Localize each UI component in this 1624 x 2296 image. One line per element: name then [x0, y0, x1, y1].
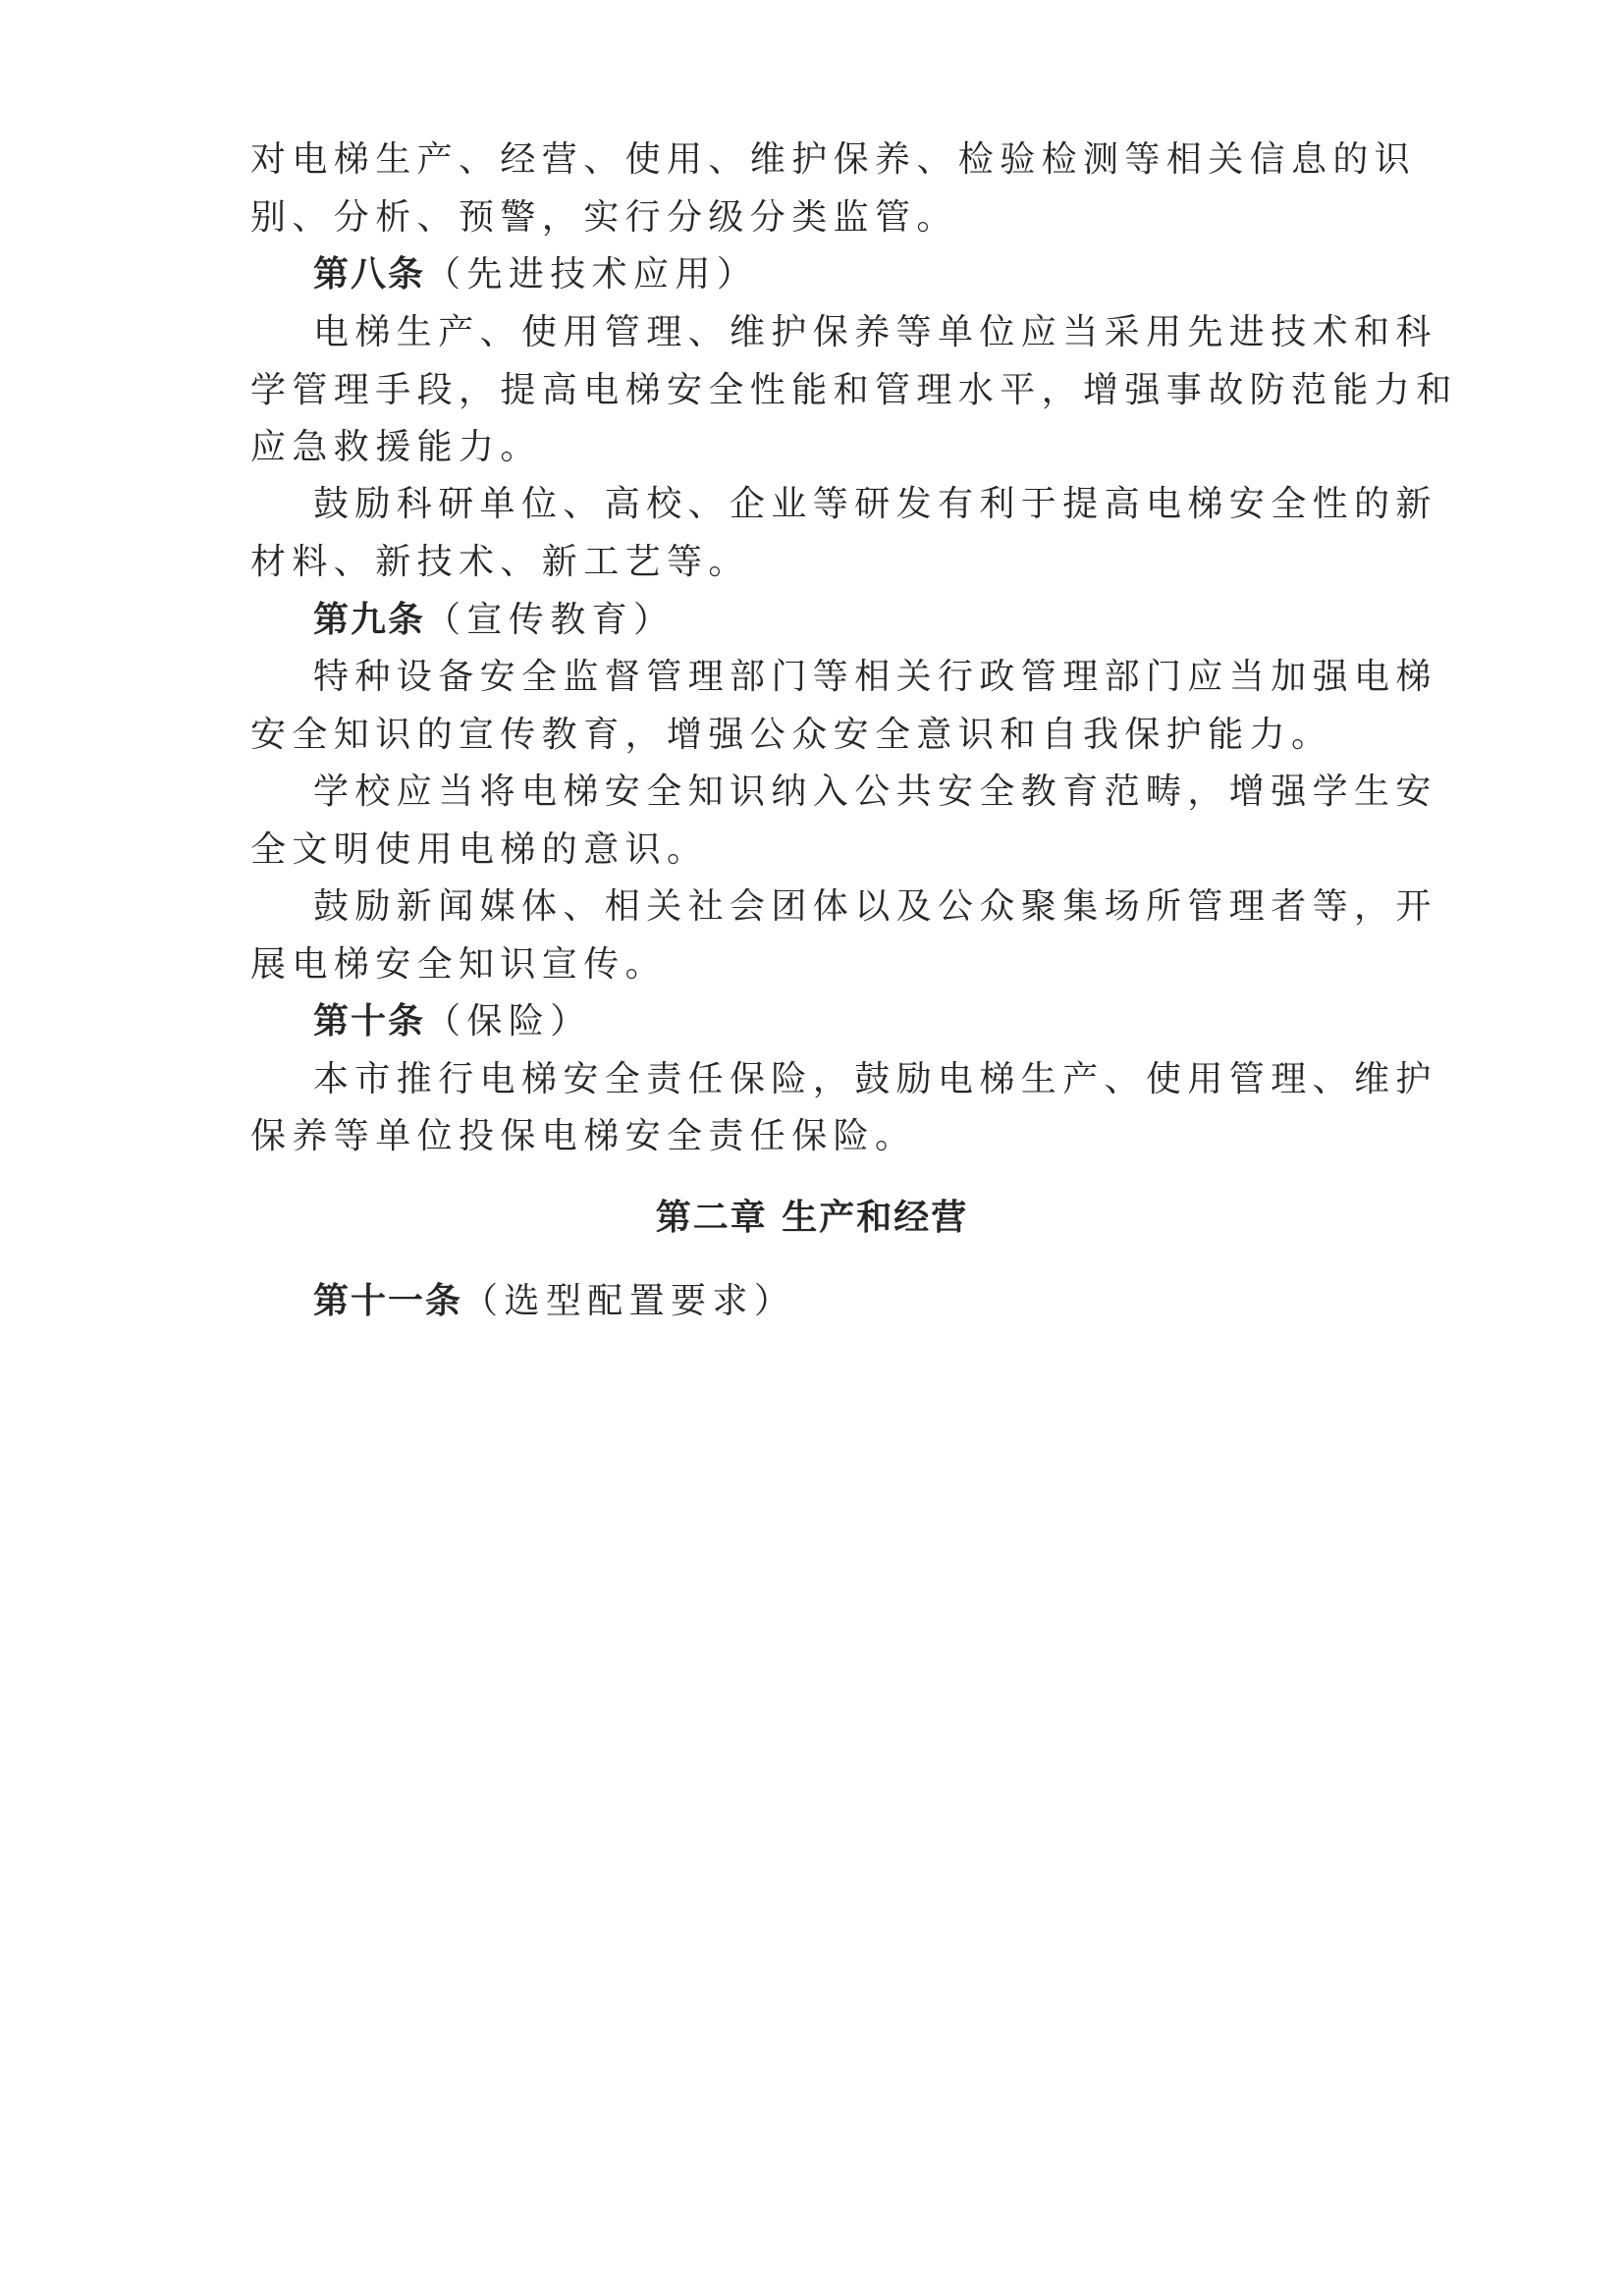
- paragraph-line: 学校应当将电梯安全知识纳入公共安全教育范畴，增强学生安: [313, 772, 1437, 812]
- paragraph-line: 对电梯生产、经营、使用、维护保养、检验检测等相关信息的识: [250, 139, 1417, 180]
- paragraph-line: 材料、新技术、新工艺等。: [250, 542, 750, 582]
- article-title: （保险）: [425, 1001, 592, 1041]
- paragraph-line: 鼓励新闻媒体、相关社会团体以及公众聚集场所管理者等，开: [313, 886, 1437, 927]
- paragraph-line: 保养等单位投保电梯安全责任保险。: [250, 1116, 917, 1156]
- article-heading: [313, 998, 1433, 1045]
- paragraph-line: 本市推行电梯安全责任保险，鼓励电梯生产、使用管理、维护: [313, 1059, 1437, 1099]
- article-heading: [313, 1278, 1433, 1325]
- paragraph-line: 别、分析、预警，实行分级分类监管。: [250, 197, 958, 238]
- article-title: （宣传教育）: [425, 600, 676, 640]
- paragraph-line: 特种设备安全监督管理部门等相关行政管理部门应当加强电梯: [313, 657, 1437, 697]
- article-heading: [313, 597, 1433, 644]
- chapter-title: 第二章 生产和经营: [655, 1198, 969, 1238]
- article-number: 第九条: [313, 600, 426, 640]
- article-number: 第十条: [313, 1001, 426, 1041]
- paragraph-line: 展电梯安全知识宣传。: [250, 944, 668, 985]
- article-number: 第十一条: [313, 1281, 463, 1321]
- article-heading: [313, 251, 1433, 298]
- paragraph-line: 安全知识的宣传教育，增强公众安全意识和自我保护能力。: [250, 715, 1333, 755]
- article-number: 第八条: [313, 254, 426, 294]
- paragraph-line: 鼓励科研单位、高校、企业等研发有利于提高电梯安全性的新: [313, 484, 1437, 524]
- paragraph-line: 学管理手段，提高电梯安全性能和管理水平，增强事故防范能力和: [250, 370, 1458, 410]
- paragraph-line: 应急救援能力。: [250, 427, 542, 467]
- paragraph-line: 全文明使用电梯的意识。: [250, 829, 709, 870]
- article-title: （先进技术应用）: [425, 254, 759, 294]
- article-title: （选型配置要求）: [462, 1281, 796, 1321]
- paragraph-line: 电梯生产、使用管理、维护保养等单位应当采用先进技术和科: [313, 312, 1437, 352]
